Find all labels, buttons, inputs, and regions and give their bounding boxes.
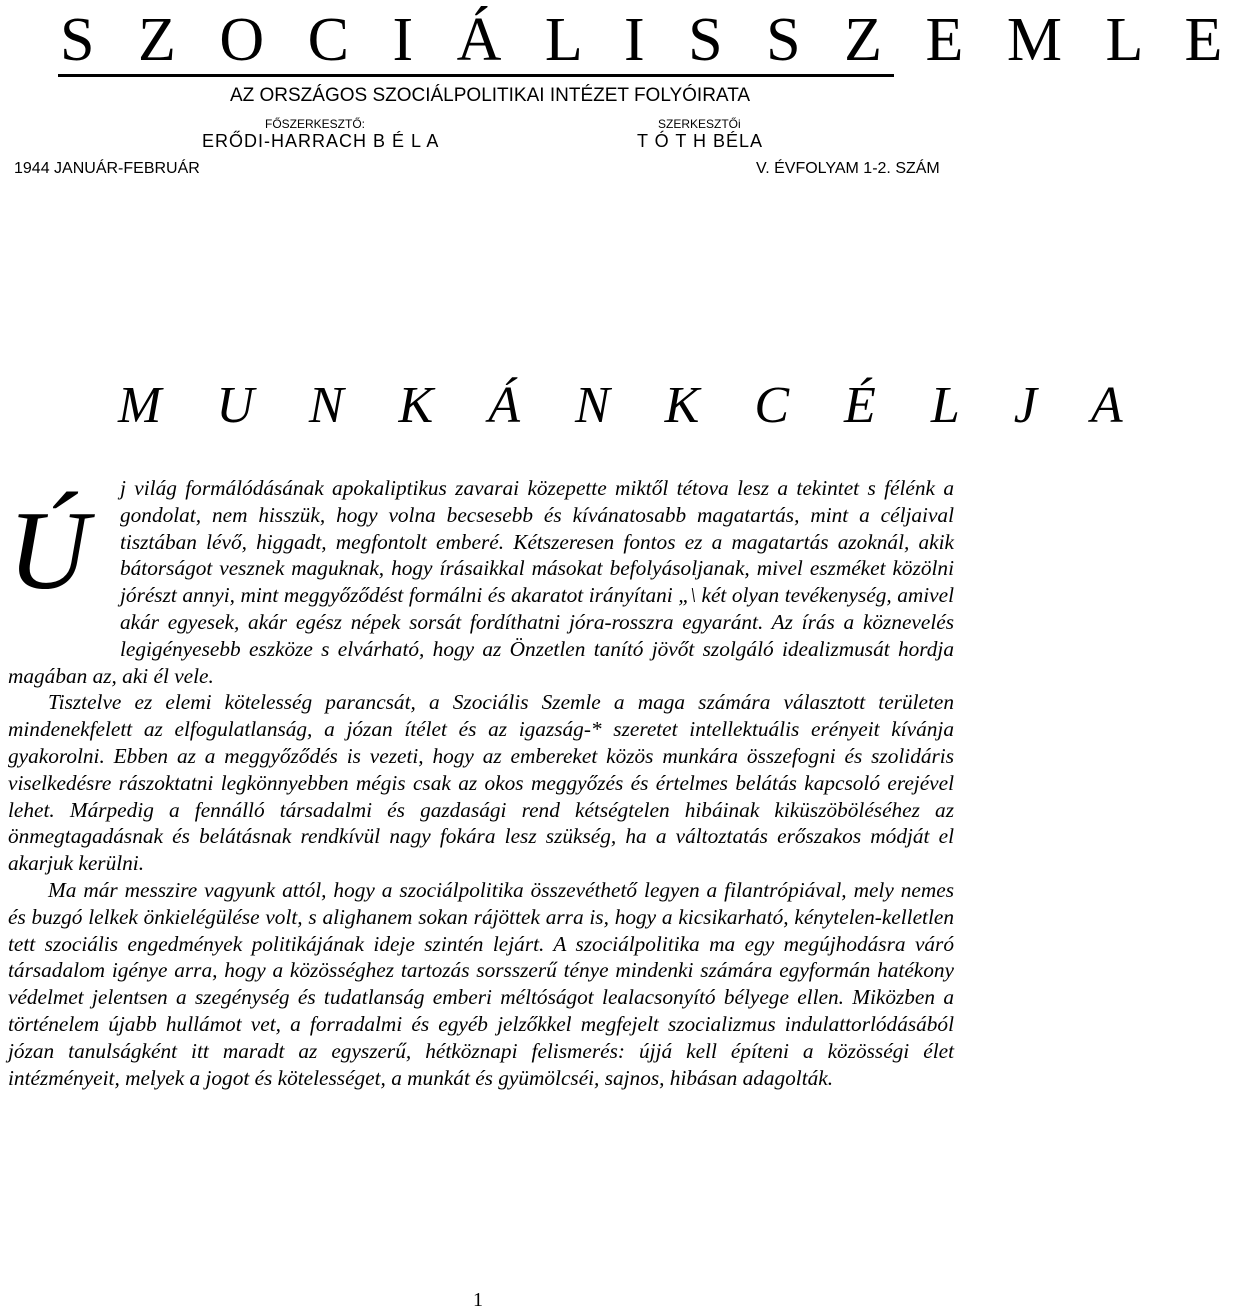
- issue-volume: V. ÉVFOLYAM 1-2. SZÁM: [756, 160, 940, 177]
- article-paragraph: Ú j világ formálódásának apokaliptikus zavarai közepette miktől tétova lesz a tekintet s félénk a gondolat, nem hisszük, hogy volna becsesebb és kívánatosabb magatartás, mint a céljaival tisztában lévő, higgadt, megfontolt emberé. Kétszeresen fontos ez a magatartás azoknál, akik bátorságot vesznek maguknak, hogy írásaikkal másokat befolyásoljanak, mivel eszméket közölni jórészt annyi, mint meggyőződést formálni és akaratot irányítani „\ két olyan tevékenység, amivel akár egyesek, akár egész népek sorsát fordíthatni jóra-rosszra egyaránt. Az írás a köznevelés legigényesebb eszköze s elvárható, hogy az Önzetlen tanító jövőt szolgáló idealizmusát hordja magában az, aki él vele.: [8, 476, 954, 688]
- journal-subtitle: AZ ORSZÁGOS SZOCIÁLPOLITIKAI INTÉZET FOLYÓIRATA: [229, 85, 751, 106]
- drop-cap: Ú: [8, 489, 89, 613]
- page-number: 1: [473, 1289, 483, 1311]
- article-paragraph: Ma már messzire vagyunk attól, hogy a szociálpolitika összevéthető legyen a filantrópiával, mely nemes és buzgó lelkek önkielégülése volt, s alighanem sokan rájöttek arra is, hogy a kicsikarható, kénytelen-kelletlen tett szociális engedmények politikájának ideje szintén lejárt. A szociálpolitika ma egy megújhodásra váró társadalom igénye arra, hogy a közösséghez tartozás sorsszerű ténye mindenki számára egyformán hatékony védelmet jelentsen a szegénység és tudatlanság emberi méltóságot lealacsonyító bélyege ellen. Miközben a történelem újabb hullámot vet, a forradalmi és egyéb jelzőkkel megfejelt szocializmus indulattorlódásából józan tanulságként itt maradt az egyszerű, hétköznapi felismerés: újjá kell építeni a közösségi élet intézményeit, melyek a jogot és kötelességet, a munkát és gyümölcséi, sajnos, hibásan adagolták.: [8, 877, 954, 1090]
- article-paragraph: Tisztelve ez elemi kötelesség parancsát, a Szociális Szemle a maga számára választott területen mindenekfelett az elfogulatlanság, a józan ítélet és az igazság-* szeretet intellektuális erényeit kívánja gyakorolni. Ebben az a meggyőződés is vezeti, hogy az embereket közös munkára összefogni és szolidáris viselkedésre rászoktatni legkönnyebben mégis csak az okos meggyőzés és értelmes belátás kapcsoló erejével lehet. Márpedig a fennálló társadalmi és gazdasági rend kétségtelen hibáinak kiküszöböléséhez az önmegtagadásnak és belátásnak rendkívül nagy fokára lesz szükség, ha a változtatás erőszakos módját el akarjuk kerülni.: [8, 690, 954, 876]
- article-body: [8, 475, 954, 1091]
- editor-in-chief-name: ERŐDI-HARRACH B É L A: [202, 131, 440, 151]
- journal-title: S Z O C I Á L I S S Z E M L E: [60, 6, 1236, 74]
- editor-in-chief-label: FŐSZERKESZTŐ:: [265, 117, 366, 131]
- masthead-rule: [58, 74, 894, 77]
- editor-name: T Ó T H BÉLA: [637, 131, 764, 151]
- editor-label: SZERKESZTŐi: [658, 117, 741, 131]
- issue-date: 1944 JANUÁR-FEBRUÁR: [14, 160, 200, 177]
- article-title: M U N K Á N K C É L J A: [118, 377, 1144, 434]
